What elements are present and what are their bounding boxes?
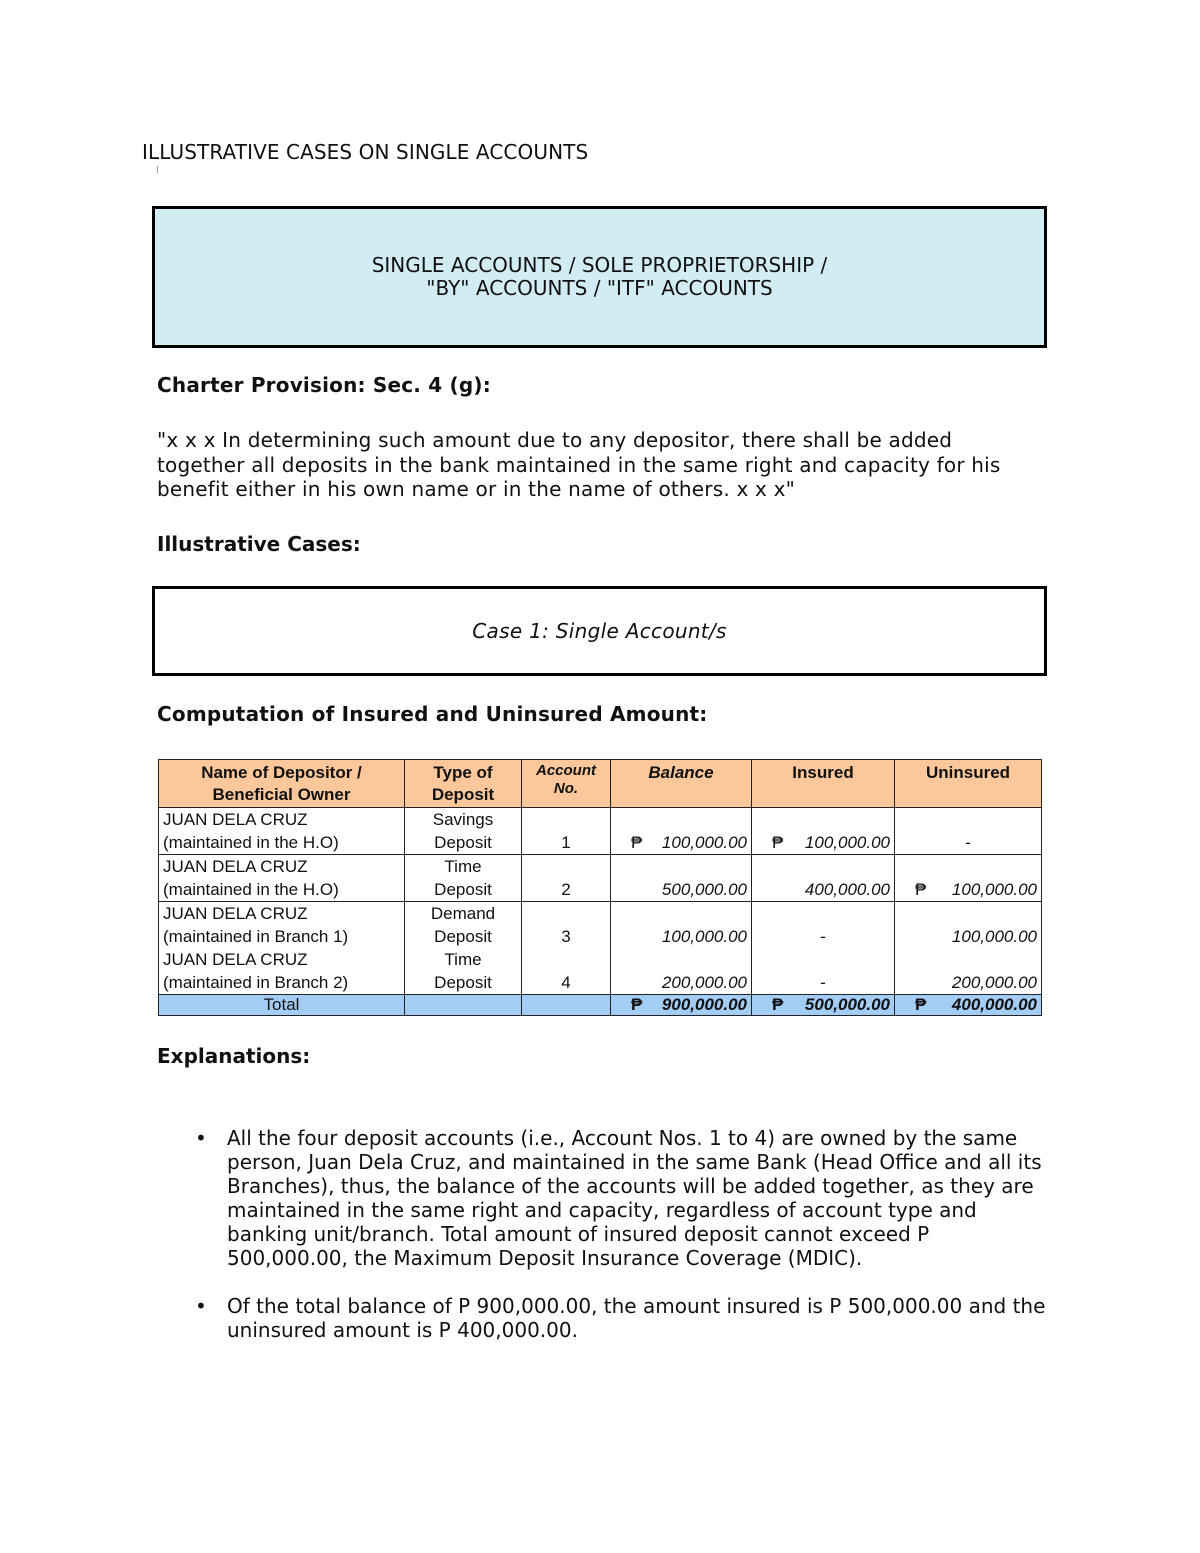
explanations-heading: Explanations: (157, 1044, 311, 1068)
depositor-cell: JUAN DELA CRUZ (maintained in the H.O) (159, 855, 405, 902)
total-label: Total (159, 995, 405, 1016)
table-row (159, 855, 1042, 902)
list-item (157, 1126, 1047, 1270)
deposit-type-cell: Demand Deposit (405, 902, 522, 949)
account-category-box (152, 206, 1047, 348)
deposit-computation-table (158, 759, 1042, 1016)
uninsured-cell: - (895, 808, 1042, 855)
header-uninsured: Uninsured (895, 760, 1042, 808)
table-total-row (159, 995, 1042, 1016)
table-row (159, 948, 1042, 995)
uninsured-cell: 100,000.00 (895, 902, 1042, 949)
depositor-cell: JUAN DELA CRUZ (maintained in Branch 2) (159, 948, 405, 995)
header-insured: Insured (752, 760, 895, 808)
total-empty-cell (405, 995, 522, 1016)
depositor-cell: JUAN DELA CRUZ (maintained in the H.O) (159, 808, 405, 855)
peso-sign: ₱ (772, 833, 784, 852)
deposit-type-cell: Savings Deposit (405, 808, 522, 855)
balance-cell: ₱ 100,000.00 (611, 808, 752, 855)
explanations-list (157, 1126, 1047, 1366)
illustrative-cases-heading: Illustrative Cases: (157, 532, 361, 556)
insured-cell: ₱ 100,000.00 (752, 808, 895, 855)
deposit-type-cell: Time Deposit (405, 948, 522, 995)
bullet-icon: • (195, 1294, 207, 1318)
insured-cell: 400,000.00 (752, 855, 895, 902)
insured-cell: - (752, 902, 895, 949)
title-mark (157, 166, 158, 173)
account-no-cell: 4 (522, 948, 611, 995)
charter-provision-quote: "x x x In determining such amount due to any depositor, there shall be added together all deposits in the bank maintained in the same right and capacity for his benefit either in his own name or in the name of others. x x x" (157, 428, 1001, 501)
account-no-cell: 1 (522, 808, 611, 855)
header-depositor: Name of Depositor / Beneficial Owner (159, 760, 405, 808)
account-no-cell: 3 (522, 902, 611, 949)
bullet-icon: • (195, 1126, 207, 1150)
account-category-line-2: "BY" ACCOUNTS / "ITF" ACCOUNTS (426, 276, 773, 300)
deposit-type-cell: Time Deposit (405, 855, 522, 902)
computation-heading: Computation of Insured and Uninsured Amount: (157, 702, 708, 726)
list-item (157, 1294, 1047, 1342)
table-row (159, 808, 1042, 855)
explanation-text: All the four deposit accounts (i.e., Account Nos. 1 to 4) are owned by the same person, Juan Dela Cruz, and maintained in the same Bank (Head Office and all its Branches), thus, the balance of the accounts will be added together, as they are maintained in the same right and capacity, regardless of account type and banking unit/branch. Total amount of insured deposit cannot exceed P 500,000.00, the Maximum Deposit Insurance Coverage (MDIC). (227, 1126, 1042, 1270)
balance-cell: 500,000.00 (611, 855, 752, 902)
total-empty-cell (522, 995, 611, 1016)
explanation-text: Of the total balance of P 900,000.00, the amount insured is P 500,000.00 and the uninsured amount is P 400,000.00. (227, 1294, 1046, 1342)
account-category-line-1: SINGLE ACCOUNTS / SOLE PROPRIETORSHIP / (371, 253, 828, 277)
uninsured-cell: ₱ 100,000.00 (895, 855, 1042, 902)
table-header-row (159, 760, 1042, 808)
insured-cell: - (752, 948, 895, 995)
peso-sign: ₱ (631, 833, 643, 852)
case-title: Case 1: Single Account/s (472, 619, 727, 643)
account-no-cell: 2 (522, 855, 611, 902)
header-deposit-type: Type of Deposit (405, 760, 522, 808)
table-row (159, 902, 1042, 949)
header-balance: Balance (611, 760, 752, 808)
peso-sign: ₱ (915, 880, 927, 899)
page-title: ILLUSTRATIVE CASES ON SINGLE ACCOUNTS (142, 140, 589, 164)
case-title-box (152, 586, 1047, 676)
peso-sign: ₱ (772, 995, 784, 1014)
total-uninsured-cell: ₱ 400,000.00 (895, 995, 1042, 1016)
total-insured-cell: ₱ 500,000.00 (752, 995, 895, 1016)
peso-sign: ₱ (915, 995, 927, 1014)
charter-provision-heading: Charter Provision: Sec. 4 (g): (157, 373, 491, 397)
balance-cell: 200,000.00 (611, 948, 752, 995)
header-account-no: Account No. (522, 760, 611, 808)
balance-cell: 100,000.00 (611, 902, 752, 949)
uninsured-cell: 200,000.00 (895, 948, 1042, 995)
total-balance-cell: ₱ 900,000.00 (611, 995, 752, 1016)
depositor-cell: JUAN DELA CRUZ (maintained in Branch 1) (159, 902, 405, 949)
peso-sign: ₱ (631, 995, 643, 1014)
